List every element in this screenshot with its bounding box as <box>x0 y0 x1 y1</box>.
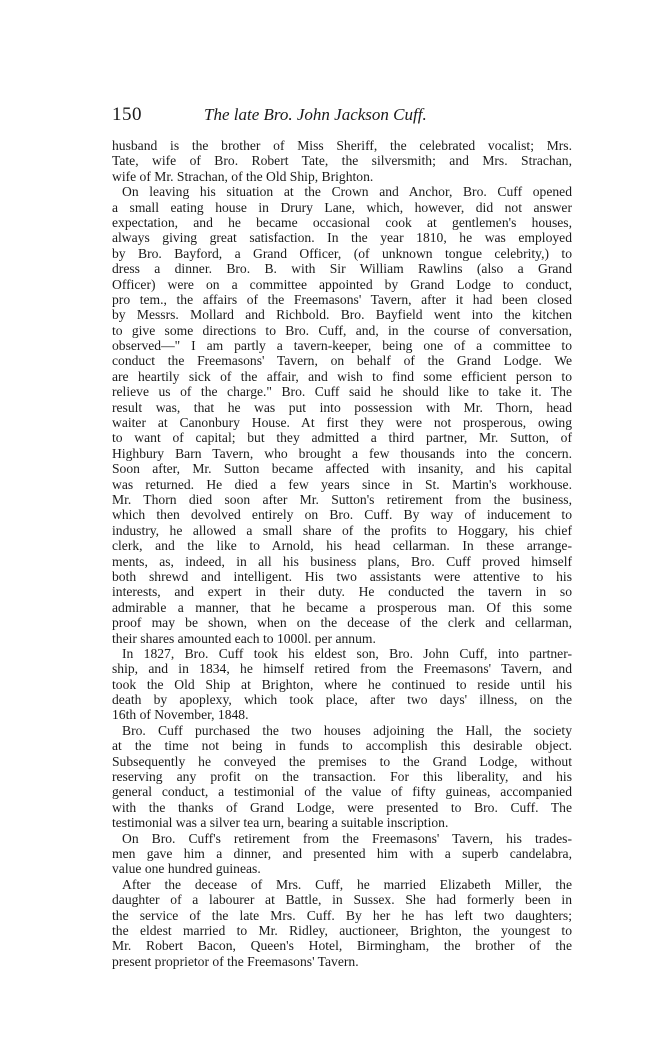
text-line: admirable a manner, that he became a prosperous man. Of this some <box>112 599 572 615</box>
text-line: husband is the brother of Miss Sheriff, the celebrated vocalist; Mrs. <box>112 138 572 153</box>
text-line: the service of the late Mrs. Cuff. By her he has left two daughters; <box>112 907 572 923</box>
text-line: interests, and expert in their duty. He conducted the tavern in so <box>112 584 572 600</box>
text-line: Tate, wife of Bro. Robert Tate, the silversmith; and Mrs. Strachan, <box>112 153 572 169</box>
text-line: industry, he allowed a small share of the profits to Hoggary, his chief <box>112 522 572 538</box>
text-line: are heartily sick of the affair, and wish to find some efficient person to <box>112 368 572 384</box>
paragraph <box>112 877 572 969</box>
text-line: dress a dinner. Bro. B. with Sir William Rawlins (also a Grand <box>112 261 572 277</box>
text-line: waiter at Canonbury House. At first they were not prosperous, owing <box>112 415 572 431</box>
text-line: Officer) were on a committee appointed by Grand Lodge to conduct, <box>112 276 572 292</box>
text-line: took the Old Ship at Brighton, where he continued to reside until his <box>112 676 572 692</box>
paragraph <box>112 138 572 184</box>
text-line: relieve us of the charge." Bro. Cuff said he should like to take it. The <box>112 384 572 400</box>
text-line: ship, and in 1834, he himself retired from the Freemasons' Tavern, and <box>112 661 572 677</box>
text-line: death by apoplexy, which took place, after two days' illness, on the <box>112 692 572 708</box>
text-line: by Messrs. Mollard and Richbold. Bro. Bayfield went into the kitchen <box>112 307 572 323</box>
text-line: the eldest married to Mr. Ridley, auctioneer, Brighton, the youngest to <box>112 922 572 938</box>
text-line: observed—" I am partly a tavern-keeper, being one of a committee to <box>112 338 572 354</box>
text-line: value one hundred guineas. <box>112 861 261 877</box>
running-title: The late Bro. John Jackson Cuff. <box>204 105 427 124</box>
paragraph <box>112 184 572 646</box>
text-line: result was, that he was put into possession with Mr. Thorn, head <box>112 399 572 415</box>
text-line: reserving any profit on the transaction. For this liberality, and his <box>112 769 572 785</box>
text-line: On Bro. Cuff's retirement from the Freemasons' Tavern, his trades- <box>122 830 572 846</box>
text-line: Bro. Cuff purchased the two houses adjoining the Hall, the society <box>122 722 572 738</box>
text-line: by Bro. Bayford, a Grand Officer, (of unknown tongue celebrity,) to <box>112 245 572 261</box>
text-line: present proprietor of the Freemasons' Tavern. <box>112 953 359 969</box>
text-line: Soon after, Mr. Sutton became affected with insanity, and his capital <box>112 461 572 477</box>
text-line: was returned. He died a few years since in St. Martin's workhouse. <box>112 476 572 492</box>
text-line: general conduct, a testimonial of the value of fifty guineas, accompanied <box>112 784 572 800</box>
text-line: a small eating house in Drury Lane, which, however, did not answer <box>112 199 572 215</box>
text-line: both shrewd and intelligent. His two assistants were attentive to his <box>112 568 572 584</box>
text-line: which then devolved entirely on Bro. Cuff. By way of inducement to <box>112 507 572 523</box>
paragraph <box>112 723 572 831</box>
text-line: clerk, and the like to Arnold, his head cellarman. In these arrange- <box>112 538 572 554</box>
text-line: 16th of November, 1848. <box>112 707 249 723</box>
text-line: pro tem., the affairs of the Freemasons' Tavern, after it had been closed <box>112 291 572 307</box>
text-line: conduct the Freemasons' Tavern, on behalf of the Grand Lodge. We <box>112 353 572 369</box>
paragraph <box>112 831 572 877</box>
text-line: proof may be shown, when on the decease of the clerk and cellarman, <box>112 615 572 631</box>
text-line: daughter of a labourer at Battle, in Sussex. She had formerly been in <box>112 892 572 908</box>
text-line: After the decease of Mrs. Cuff, he married Elizabeth Miller, the <box>122 876 572 892</box>
text-line: Subsequently he conveyed the premises to the Grand Lodge, without <box>112 753 572 769</box>
page-header <box>112 104 572 132</box>
text-line: to want of capital; but they admitted a third partner, Mr. Sutton, of <box>112 430 572 446</box>
text-line: testimonial was a silver tea urn, bearing a suitable inscription. <box>112 815 449 831</box>
text-line: at the time not being in funds to accomplish this desirable object. <box>112 738 572 754</box>
paragraph <box>112 646 572 723</box>
body-text <box>112 138 572 969</box>
text-line: Mr. Thorn died soon after Mr. Sutton's retirement from the business, <box>112 491 572 507</box>
text-line: to give some directions to Bro. Cuff, and, in the course of conversation, <box>112 322 572 338</box>
text-line: with the thanks of Grand Lodge, were presented to Bro. Cuff. The <box>112 799 572 815</box>
page-number: 150 <box>112 104 142 125</box>
text-line: ments, as, indeed, in all his business plans, Bro. Cuff proved himself <box>112 553 572 569</box>
text-line: wife of Mr. Strachan, of the Old Ship, Brighton. <box>112 168 374 184</box>
text-line: expectation, and he became occasional cook at gentlemen's houses, <box>112 214 572 230</box>
text-line: Highbury Barn Tavern, who brought a few thousands into the concern. <box>112 445 572 461</box>
text-line: men gave him a dinner, and presented him with a superb candelabra, <box>112 845 572 861</box>
text-line: their shares amounted each to 1000l. per annum. <box>112 630 376 646</box>
text-line: On leaving his situation at the Crown and Anchor, Bro. Cuff opened <box>122 184 572 200</box>
text-line: always giving great satisfaction. In the year 1810, he was employed <box>112 230 572 246</box>
text-line: In 1827, Bro. Cuff took his eldest son, Bro. John Cuff, into partner- <box>122 645 572 661</box>
text-line: Mr. Robert Bacon, Queen's Hotel, Birmingham, the brother of the <box>112 938 572 954</box>
